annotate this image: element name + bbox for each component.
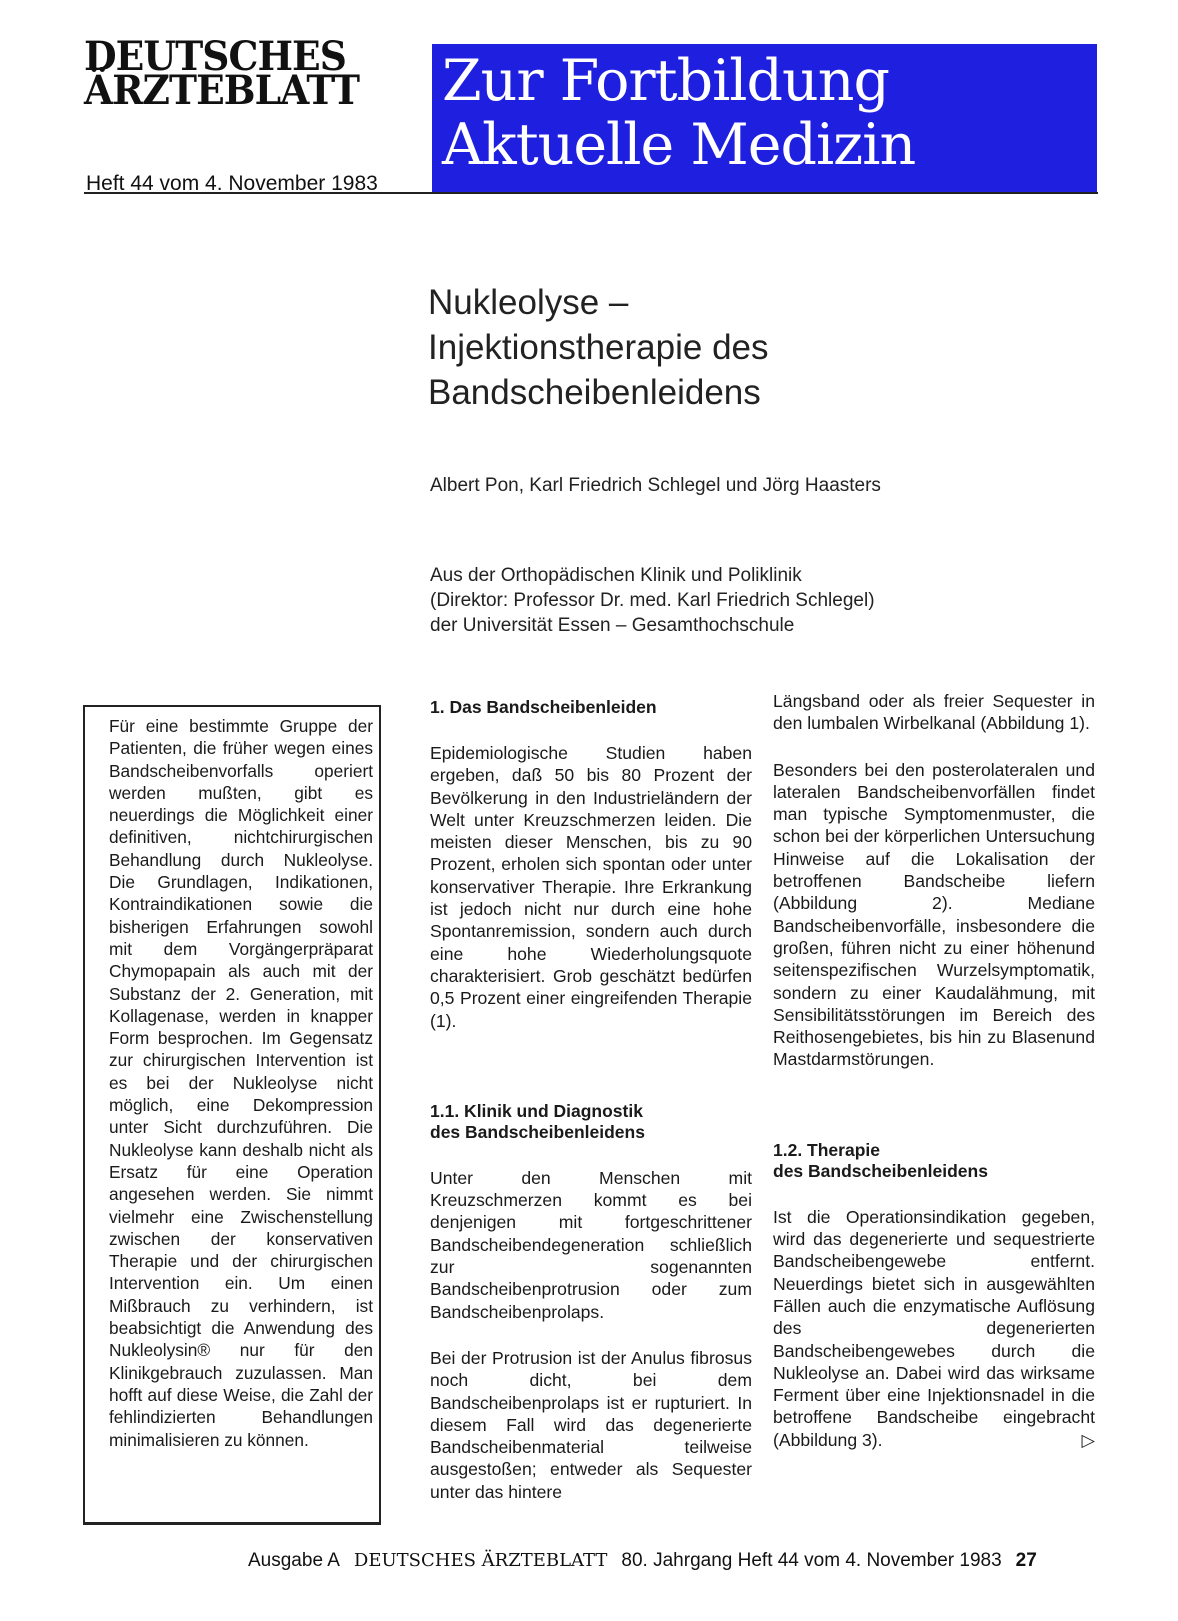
article-title: [428, 280, 769, 415]
abstract-text: Für eine bestimmte Gruppe der Patienten, die früher wegen eines Bandscheibenvorfalls operiert werden mußten, gibt es neuerdings die Möglichkeit einer definitiven, nichtchirurgischen Behandlung durch Nukleolyse. Die Grundlagen, Indikationen, Kontraindikationen sowie die bisherigen Erfahrungen sowohl mit dem Vorgängerpräparat Chymopapain als auch mit der Substanz der 2. Generation, mit Kollagenase, werden in knapper Form besprochen. Im Gegensatz zur chirurgischen Intervention ist es bei der Nukleolyse nicht möglich, eine Dekompression unter Sicht durchzuführen. Die Nukleolyse kann deshalb nicht als Ersatz für eine Operation angesehen werden. Sie nimmt vielmehr eine Zwischenstellung zwischen der konservativen Therapie und der chirurgischen Intervention ein. Um einen Mißbrauch zu verhindern, ist beabsichtigt die Anwendung des Nukleolysin® nur für den Klinikgebrauch zuzulassen. Man hofft auf diese Weise, die Zahl der fehlindizierten Behandlungen minimalisieren zu können.: [109, 716, 373, 1450]
section-1-1-heading-line-2: des Bandscheibenleidens: [430, 1121, 645, 1142]
page-footer: [248, 1550, 1037, 1572]
title-line-3: Bandscheibenleidens: [428, 373, 761, 412]
section-1-1-heading: [430, 1101, 752, 1143]
section-1-1-paragraph-2: Bei der Protrusion ist der Anulus fibrosus noch dicht, bei dem Bandscheibenprolaps ist er rupturiert. In diesem Fall wird das degenerierte Bandscheibenmaterial teilweise ausgestoßen; entweder als Sequester unter das hintere: [430, 1347, 752, 1502]
section-1-2-paragraph-text: Ist die Operationsindikation gegeben, wird das degenerierte und sequestrierte Bandscheibengewebe entfernt. Neuerdings bietet sich in ausgewählten Fällen auch die enzymatische Auflösung des degenerierten Bandscheibengewebes durch die Nukleolyse an. Dabei wird das wirksame Ferment über eine Injektionsnadel in die betroffene Bandscheibe eingebracht (Abbildung 3).: [773, 1206, 1095, 1450]
section-1-2-heading-line-2: des Bandscheibenleidens: [773, 1160, 988, 1181]
section-banner: [432, 44, 1097, 192]
section-1-2-heading-line-1: 1.2. Therapie: [773, 1139, 880, 1160]
section-1-1-paragraph-1: Unter den Menschen mit Kreuzschmerzen kommt es bei denjenigen mit fortgeschrittener Bandscheibendegeneration schließlich zur sogenannten Bandscheibenprotrusion oder zum Bandscheibenprolaps.: [430, 1167, 752, 1322]
affiliation-line-2: (Direktor: Professor Dr. med. Karl Friedrich Schlegel): [430, 590, 875, 611]
journal-masthead: [84, 33, 414, 114]
page-number: 27: [1015, 1550, 1037, 1571]
abstract-box: [83, 705, 381, 1525]
masthead-line-1: DEUTSCHES: [84, 33, 346, 80]
banner-line-2: Aktuelle Medizin: [442, 112, 916, 178]
section-1-paragraph: Epidemiologische Studien haben ergeben, daß 50 bis 80 Prozent der Bevölkerung in den Industrieländern der Welt unter Kreuzschmerzen leiden. Die meisten dieser Menschen, bis zu 90 Prozent, erholen sich spontan oder unter konservativer Therapie. Ihre Erkrankung ist jedoch nicht nur durch eine hohe Spontanremission, sondern auch durch eine hohe Wiederholungsquote charakterisiert. Grob geschätzt bedürfen 0,5 Prozent einer eingreifenden Therapie (1).: [430, 743, 752, 1031]
issue-date: Heft 44 vom 4. November 1983: [86, 172, 378, 195]
column-3-paragraph-2: Besonders bei den posterolateralen und lateralen Bandscheibenvorfällen findet man typische Symptomenmuster, die schon bei der körperlichen Untersuchung Hinweise auf die Lokalisation der betroffenen Bandscheibe liefern (Abbildung 2). Mediane Bandscheibenvorfälle, insbesondere die großen, führen nicht zu einer höhenund seitenspezifischen Wurzelsymptomatik, sondern zu einer Kaudalähmung, mit Sensibilitätsstörungen im Bereich des Reithosengebietes, bis hin zu Blasenund Mastdarmstörungen.: [773, 759, 1095, 1070]
title-line-1: Nukleolyse –: [428, 283, 629, 322]
article-authors: Albert Pon, Karl Friedrich Schlegel und Jörg Haasters: [430, 475, 881, 496]
text-column-3: [773, 690, 1095, 1451]
footer-journal: DEUTSCHES ÄRZTEBLATT: [353, 1550, 608, 1571]
affiliation: [430, 563, 875, 638]
section-1-1-heading-line-1: 1.1. Klinik und Diagnostik: [430, 1100, 643, 1121]
section-1-heading: 1. Das Bandscheibenleiden: [430, 697, 657, 717]
text-column-2: [430, 697, 752, 1503]
section-1-2-heading: [773, 1140, 1095, 1182]
header-rule: [84, 192, 1098, 194]
continue-arrow-icon: ▷: [1081, 1429, 1095, 1450]
footer-edition: Ausgabe A: [248, 1550, 340, 1571]
affiliation-line-1: Aus der Orthopädischen Klinik und Poliklinik: [430, 565, 802, 586]
masthead-line-2: ÄRZTEBLATT: [84, 67, 360, 114]
affiliation-line-3: der Universität Essen – Gesamthochschule: [430, 615, 795, 636]
banner-line-1: Zur Fortbildung: [442, 48, 889, 114]
footer-volume: 80. Jahrgang Heft 44 vom 4. November 1983: [621, 1550, 1002, 1571]
title-line-2: Injektionstherapie des: [428, 328, 769, 367]
section-1-2-paragraph: [773, 1206, 1095, 1451]
column-3-paragraph-1: Längsband oder als freier Sequester in den lumbalen Wirbelkanal (Abbildung 1).: [773, 691, 1095, 734]
